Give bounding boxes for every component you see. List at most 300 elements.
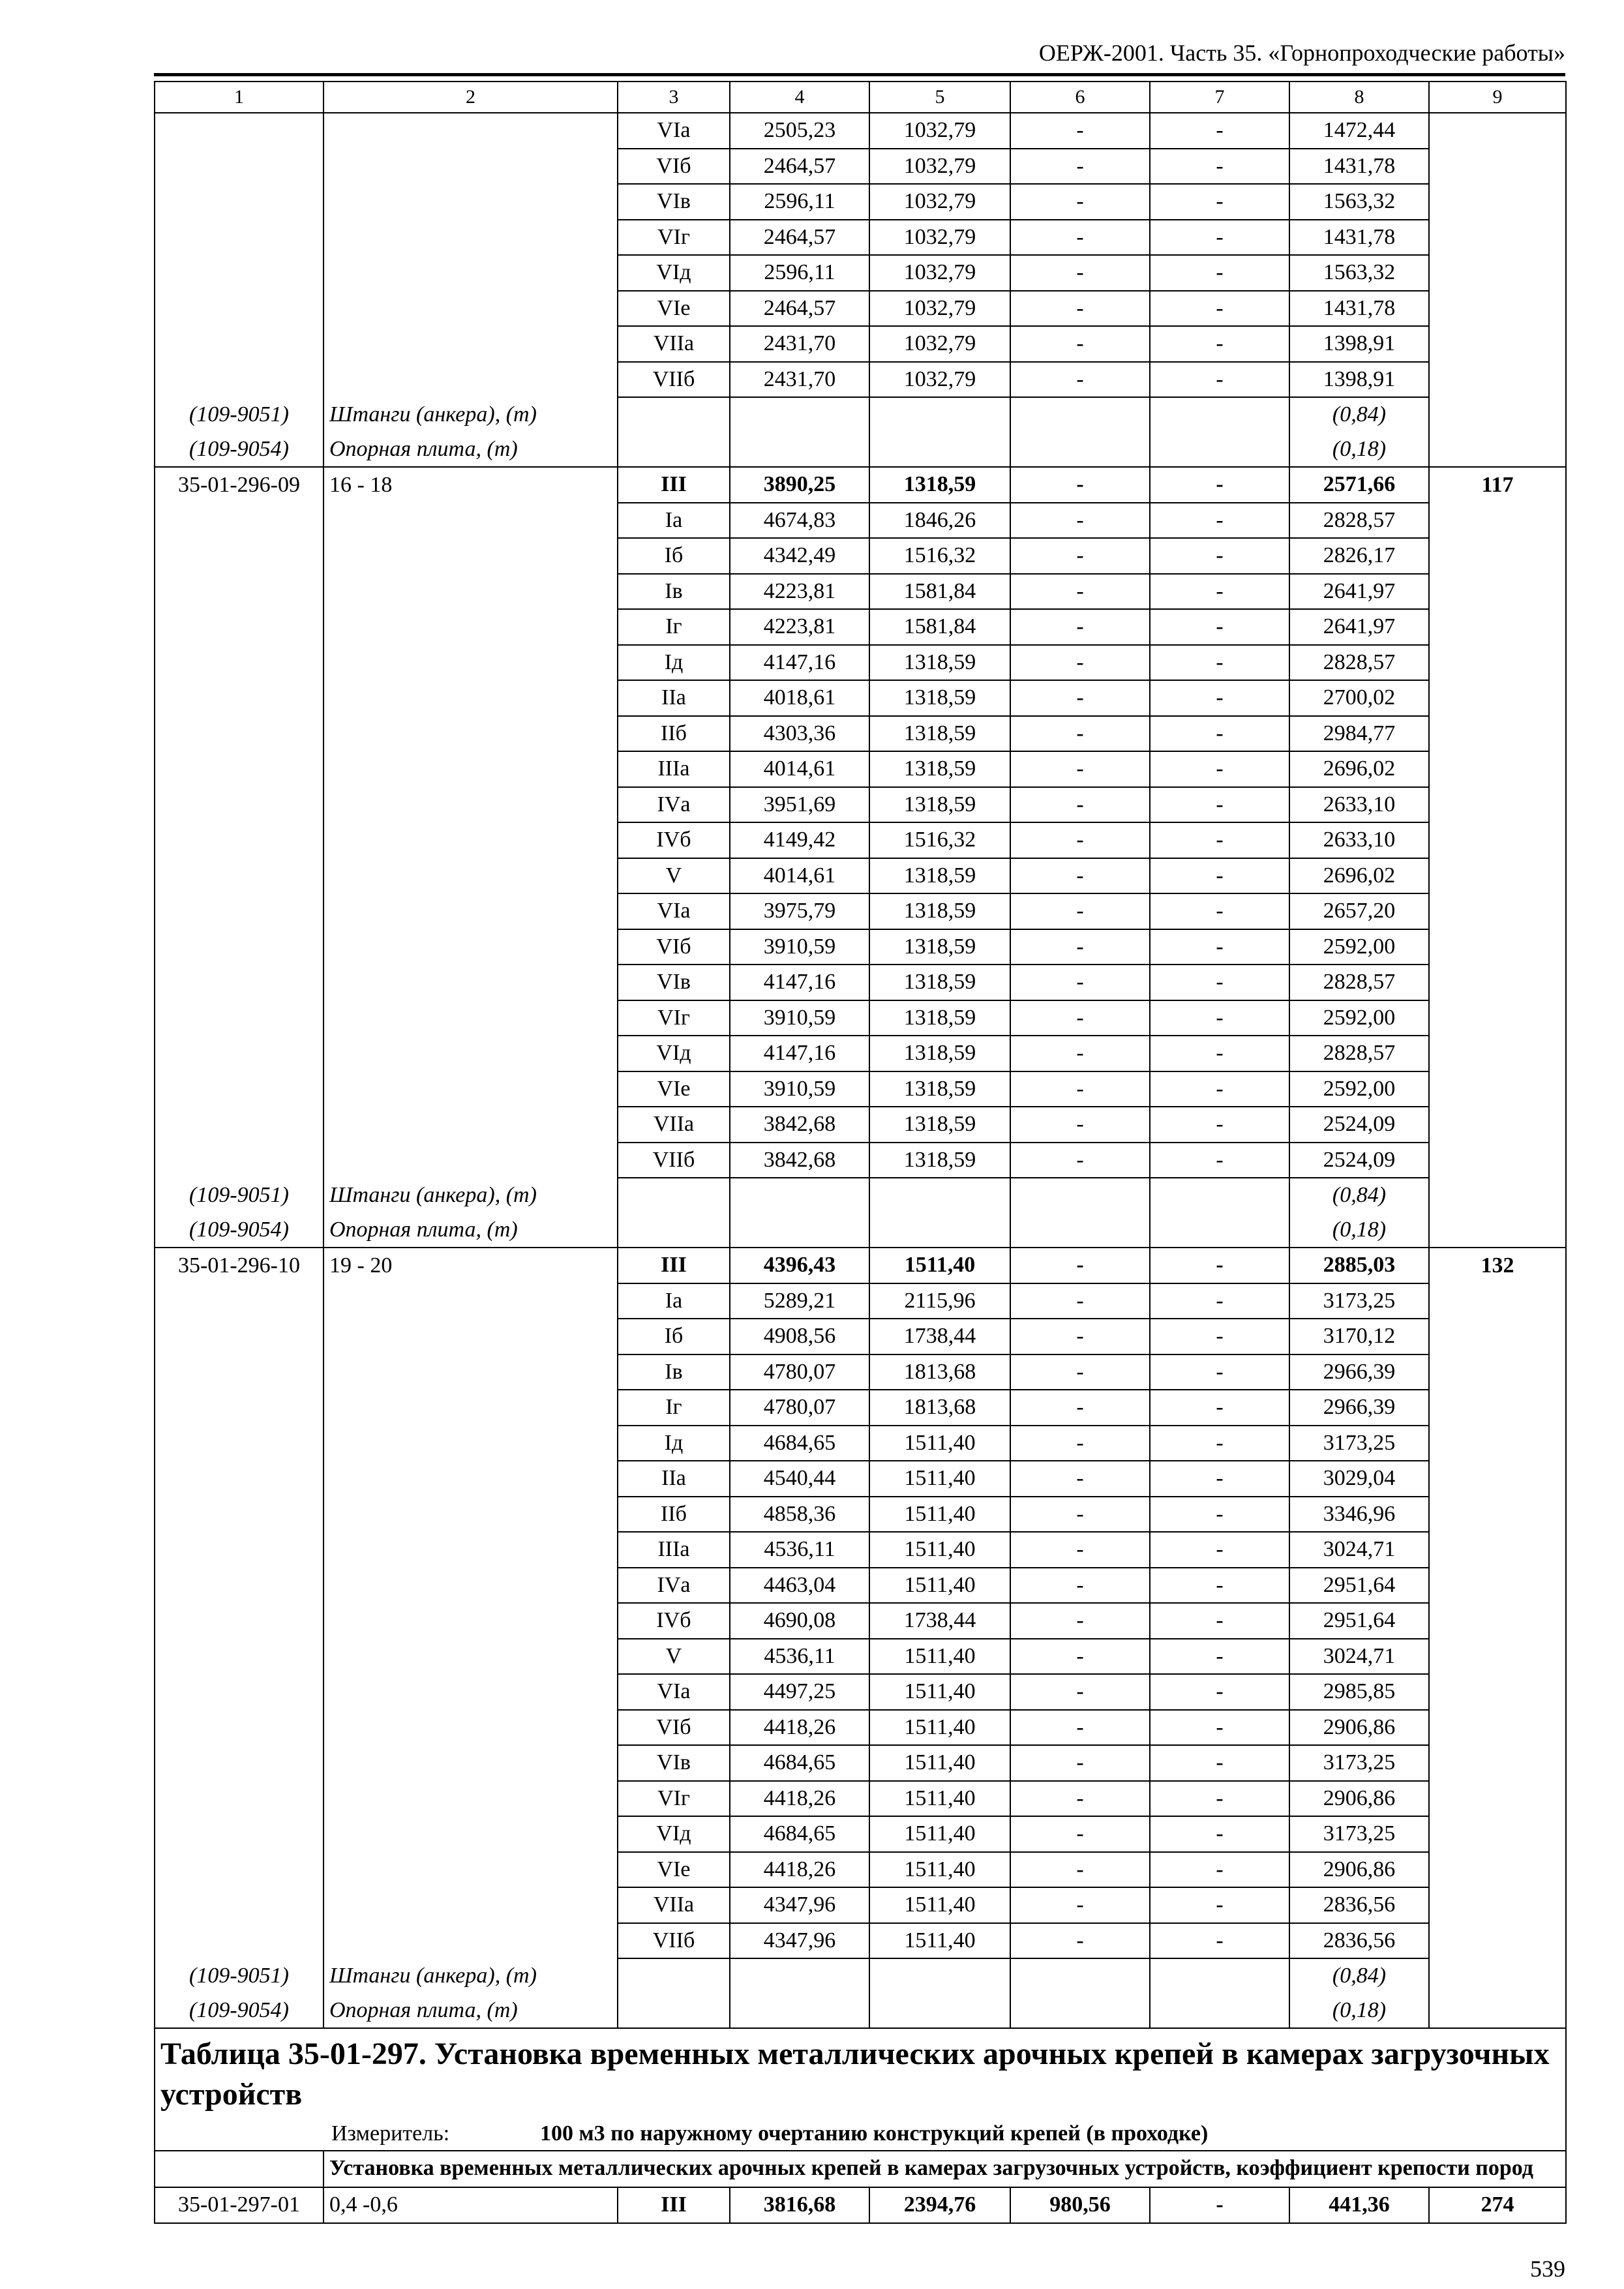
rock-category: VIб [618, 149, 730, 185]
table-row [155, 1710, 1566, 1746]
table-row [155, 467, 1566, 503]
machine-operation: - [1010, 467, 1150, 503]
table-row [155, 787, 1566, 823]
machine-operation: - [1010, 1745, 1150, 1781]
machine-operation: - [1010, 1781, 1150, 1817]
machine-operation: - [1010, 1923, 1150, 1959]
table-row [155, 1887, 1566, 1923]
hardness-range [323, 929, 618, 965]
labor-wages: 1511,40 [869, 1923, 1010, 1959]
materials-cost: 441,36 [1289, 2187, 1429, 2223]
machine-operation: - [1010, 893, 1150, 929]
rock-category: VIд [618, 1816, 730, 1852]
rate-code [155, 291, 323, 327]
direct-costs: 2431,70 [730, 326, 869, 362]
hardness-range [323, 1852, 618, 1888]
labor-hours [1429, 1568, 1566, 1604]
machine-operation: - [1010, 1461, 1150, 1497]
operator-wages: - [1150, 149, 1289, 185]
rate-code [155, 645, 323, 681]
direct-costs: 4858,36 [730, 1497, 869, 1533]
labor-hours [1429, 362, 1566, 398]
table-row [155, 1461, 1566, 1497]
operator-wages: - [1150, 503, 1289, 539]
column-number-row [155, 82, 1566, 113]
empty-cell [618, 397, 730, 432]
table-row [155, 822, 1566, 858]
resource-name: Штанги (анкера), (т) [323, 397, 618, 432]
rate-code [155, 1354, 323, 1390]
table-row [155, 149, 1566, 185]
direct-costs: 4418,26 [730, 1710, 869, 1746]
materials-cost: 2885,03 [1289, 1248, 1429, 1283]
materials-cost: 3170,12 [1289, 1319, 1429, 1354]
operator-wages: - [1150, 822, 1289, 858]
resource-note-row [155, 1213, 1566, 1248]
resource-code: (109-9051) [155, 397, 323, 432]
labor-wages: 1032,79 [869, 362, 1010, 398]
rock-category: VIе [618, 1852, 730, 1888]
machine-operation: - [1010, 326, 1150, 362]
machine-operation: - [1010, 1497, 1150, 1533]
direct-costs: 4418,26 [730, 1852, 869, 1888]
hardness-range [323, 1426, 618, 1461]
machine-operation: - [1010, 929, 1150, 965]
labor-hours [1429, 1390, 1566, 1426]
table-row [155, 1674, 1566, 1710]
operator-wages: - [1150, 1071, 1289, 1107]
hardness-range [323, 609, 618, 645]
labor-hours [1429, 716, 1566, 752]
materials-cost: 1431,78 [1289, 149, 1429, 185]
section-heading [323, 2151, 1566, 2187]
table-row [155, 1426, 1566, 1461]
machine-operation: - [1010, 255, 1150, 291]
machine-operation: - [1010, 220, 1150, 256]
labor-hours [1429, 1426, 1566, 1461]
table-row [155, 1107, 1566, 1143]
labor-wages: 1318,59 [869, 929, 1010, 965]
labor-wages: 1032,79 [869, 220, 1010, 256]
labor-hours [1429, 645, 1566, 681]
labor-hours [1429, 503, 1566, 539]
labor-hours [1429, 113, 1566, 149]
hardness-range: 16 - 18 [323, 467, 618, 503]
machine-operation: - [1010, 1852, 1150, 1888]
table-row [155, 1248, 1566, 1283]
direct-costs: 3975,79 [730, 893, 869, 929]
hardness-range [323, 787, 618, 823]
rock-category: VIIа [618, 1107, 730, 1143]
materials-cost: 2828,57 [1289, 503, 1429, 539]
direct-costs: 4014,61 [730, 751, 869, 787]
machine-operation: - [1010, 680, 1150, 716]
hardness-range [323, 751, 618, 787]
empty-cell [1150, 397, 1289, 432]
table-row [155, 184, 1566, 220]
labor-wages: 2394,76 [869, 2187, 1010, 2223]
empty-cell [869, 1178, 1010, 1213]
hardness-range [323, 1036, 618, 1071]
empty-cell [1429, 397, 1566, 432]
table-row [155, 326, 1566, 362]
materials-cost: 2524,09 [1289, 1107, 1429, 1143]
materials-cost: 1563,32 [1289, 255, 1429, 291]
operator-wages: - [1150, 1248, 1289, 1283]
column-number: 8 [1289, 82, 1429, 113]
machine-operation: - [1010, 1532, 1150, 1568]
empty-cell [618, 1213, 730, 1248]
direct-costs: 2464,57 [730, 149, 869, 185]
empty-cell [1429, 1994, 1566, 2029]
rate-code [155, 220, 323, 256]
materials-cost: 2966,39 [1289, 1390, 1429, 1426]
machine-operation: - [1010, 1107, 1150, 1143]
materials-cost: 3173,25 [1289, 1816, 1429, 1852]
rock-category: IIа [618, 680, 730, 716]
rock-category: VIб [618, 1710, 730, 1746]
rock-category: Iв [618, 1354, 730, 1390]
hardness-range [323, 1816, 618, 1852]
direct-costs: 4463,04 [730, 1568, 869, 1604]
hardness-range [323, 1532, 618, 1568]
table-row [155, 1781, 1566, 1817]
page-number: 539 [1530, 2256, 1565, 2282]
hardness-range [323, 1354, 618, 1390]
machine-operation: - [1010, 1426, 1150, 1461]
resource-note-row [155, 1958, 1566, 1994]
labor-hours [1429, 1603, 1566, 1639]
header-rule [154, 73, 1565, 76]
machine-operation: - [1010, 751, 1150, 787]
operator-wages: - [1150, 113, 1289, 149]
labor-hours [1429, 1319, 1566, 1354]
rock-category: VIв [618, 1745, 730, 1781]
labor-hours [1429, 965, 1566, 1000]
machine-operation: - [1010, 822, 1150, 858]
rock-category: V [618, 858, 730, 894]
materials-cost: 3029,04 [1289, 1461, 1429, 1497]
rock-category: Iа [618, 503, 730, 539]
empty-cell [618, 1958, 730, 1994]
column-number: 9 [1429, 82, 1566, 113]
direct-costs: 2505,23 [730, 113, 869, 149]
labor-wages: 1511,40 [869, 1745, 1010, 1781]
materials-cost: 2633,10 [1289, 822, 1429, 858]
materials-cost: 3173,25 [1289, 1426, 1429, 1461]
rate-code [155, 574, 323, 610]
rate-code [155, 716, 323, 752]
labor-wages: 1032,79 [869, 291, 1010, 327]
materials-cost: 1431,78 [1289, 220, 1429, 256]
direct-costs: 4396,43 [730, 1248, 869, 1283]
direct-costs: 4147,16 [730, 965, 869, 1000]
labor-wages: 1581,84 [869, 609, 1010, 645]
resource-code: (109-9054) [155, 432, 323, 468]
table-row [155, 538, 1566, 574]
materials-cost: 2966,39 [1289, 1354, 1429, 1390]
table-row [155, 965, 1566, 1000]
direct-costs: 4684,65 [730, 1745, 869, 1781]
labor-hours [1429, 893, 1566, 929]
labor-wages: 1318,59 [869, 751, 1010, 787]
empty-cell [869, 432, 1010, 468]
rate-code [155, 822, 323, 858]
hardness-range [323, 1107, 618, 1143]
labor-wages: 1318,59 [869, 787, 1010, 823]
direct-costs: 3816,68 [730, 2187, 869, 2223]
labor-wages: 1032,79 [869, 149, 1010, 185]
rate-code [155, 1461, 323, 1497]
rock-category: V [618, 1639, 730, 1675]
rate-code [155, 1710, 323, 1746]
machine-operation: - [1010, 1816, 1150, 1852]
hardness-range [323, 716, 618, 752]
empty-cell [1429, 1958, 1566, 1994]
labor-hours [1429, 1639, 1566, 1675]
operator-wages: - [1150, 1745, 1289, 1781]
resource-amount: (0,84) [1289, 1958, 1429, 1994]
machine-operation: - [1010, 1248, 1150, 1283]
direct-costs: 4147,16 [730, 645, 869, 681]
hardness-range [323, 1390, 618, 1426]
rock-category: IVб [618, 822, 730, 858]
rock-category: Iб [618, 538, 730, 574]
hardness-range [323, 1071, 618, 1107]
machine-operation: - [1010, 291, 1150, 327]
labor-hours [1429, 1710, 1566, 1746]
hardness-range [323, 362, 618, 398]
direct-costs: 2464,57 [730, 220, 869, 256]
table-row [155, 220, 1566, 256]
direct-costs: 3910,59 [730, 929, 869, 965]
labor-wages: 1511,40 [869, 1852, 1010, 1888]
labor-wages: 1738,44 [869, 1319, 1010, 1354]
labor-wages: 1511,40 [869, 1461, 1010, 1497]
operator-wages: - [1150, 609, 1289, 645]
labor-hours [1429, 751, 1566, 787]
labor-wages: 1318,59 [869, 1107, 1010, 1143]
rock-category: IVа [618, 1568, 730, 1604]
empty-cell [1150, 1994, 1289, 2029]
machine-operation: - [1010, 645, 1150, 681]
operator-wages: - [1150, 291, 1289, 327]
materials-cost: 2906,86 [1289, 1781, 1429, 1817]
operator-wages: - [1150, 1426, 1289, 1461]
labor-wages: 1318,59 [869, 858, 1010, 894]
empty-cell [618, 1178, 730, 1213]
labor-hours [1429, 255, 1566, 291]
empty-cell [1429, 1178, 1566, 1213]
rock-category: IIб [618, 1497, 730, 1533]
rock-category: Iг [618, 609, 730, 645]
direct-costs: 4497,25 [730, 1674, 869, 1710]
rock-category: VIIа [618, 326, 730, 362]
direct-costs: 4014,61 [730, 858, 869, 894]
rate-code [155, 1923, 323, 1959]
resource-name: Опорная плита, (т) [323, 1213, 618, 1248]
operator-wages: - [1150, 1603, 1289, 1639]
operator-wages: - [1150, 1497, 1289, 1533]
rate-code [155, 1781, 323, 1817]
rock-category: Iб [618, 1319, 730, 1354]
table-row [155, 751, 1566, 787]
rock-category: Iв [618, 574, 730, 610]
direct-costs: 4536,11 [730, 1532, 869, 1568]
empty-cell [730, 397, 869, 432]
direct-costs: 3951,69 [730, 787, 869, 823]
resource-name: Опорная плита, (т) [323, 432, 618, 468]
resource-code: (109-9054) [155, 1213, 323, 1248]
table-row [155, 1354, 1566, 1390]
section-text: Установка временных металлических арочных крепей в камерах загрузочных устройств, коэффициент крепости пород [329, 2156, 1533, 2180]
direct-costs: 2464,57 [730, 291, 869, 327]
operator-wages: - [1150, 893, 1289, 929]
labor-hours [1429, 1887, 1566, 1923]
document-header: ОЕРЖ-2001. Часть 35. «Горнопроходческие работы» [1038, 40, 1565, 66]
labor-hours [1429, 1143, 1566, 1178]
materials-cost: 2696,02 [1289, 751, 1429, 787]
labor-hours [1429, 326, 1566, 362]
labor-hours: 117 [1429, 467, 1566, 503]
operator-wages: - [1150, 645, 1289, 681]
hardness-range [323, 220, 618, 256]
hardness-range [323, 1603, 618, 1639]
rock-category: VIв [618, 965, 730, 1000]
direct-costs: 3842,68 [730, 1107, 869, 1143]
resource-note-row [155, 432, 1566, 468]
rock-category: Iд [618, 1426, 730, 1461]
table-row [155, 1000, 1566, 1036]
direct-costs: 4303,36 [730, 716, 869, 752]
empty-cell [1429, 1213, 1566, 1248]
materials-cost: 2524,09 [1289, 1143, 1429, 1178]
labor-hours [1429, 609, 1566, 645]
operator-wages: - [1150, 184, 1289, 220]
materials-cost: 2985,85 [1289, 1674, 1429, 1710]
resource-amount: (0,18) [1289, 1994, 1429, 2029]
labor-hours [1429, 1852, 1566, 1888]
machine-operation: - [1010, 503, 1150, 539]
rate-code [155, 1390, 323, 1426]
hardness-range [323, 326, 618, 362]
operator-wages: - [1150, 1816, 1289, 1852]
labor-wages: 1511,40 [869, 1426, 1010, 1461]
empty-cell [1010, 1178, 1150, 1213]
labor-hours [1429, 1354, 1566, 1390]
operator-wages: - [1150, 1354, 1289, 1390]
resource-amount: (0,18) [1289, 432, 1429, 468]
operator-wages: - [1150, 1568, 1289, 1604]
labor-hours [1429, 929, 1566, 965]
labor-hours [1429, 858, 1566, 894]
materials-cost: 2700,02 [1289, 680, 1429, 716]
materials-cost: 3346,96 [1289, 1497, 1429, 1533]
table-row [155, 1816, 1566, 1852]
labor-hours [1429, 1674, 1566, 1710]
rate-code [155, 893, 323, 929]
labor-hours [1429, 1816, 1566, 1852]
table-row [155, 1036, 1566, 1071]
resource-name: Опорная плита, (т) [323, 1994, 618, 2029]
direct-costs: 3842,68 [730, 1143, 869, 1178]
rate-code: 35-01-297-01 [155, 2187, 323, 2223]
rate-code [155, 362, 323, 398]
rock-category: IIб [618, 716, 730, 752]
empty-cell [1429, 432, 1566, 468]
hardness-range [323, 680, 618, 716]
labor-wages: 1318,59 [869, 716, 1010, 752]
operator-wages: - [1150, 751, 1289, 787]
empty-cell [1010, 1213, 1150, 1248]
rate-code [155, 1107, 323, 1143]
column-number: 3 [618, 82, 730, 113]
labor-wages: 1511,40 [869, 1674, 1010, 1710]
direct-costs: 4418,26 [730, 1781, 869, 1817]
table-title: Таблица 35-01-297. Установка временных металлических арочных крепей в камерах загрузочных устройств [160, 2037, 1550, 2112]
hardness-range [323, 1143, 618, 1178]
table-row [155, 1319, 1566, 1354]
operator-wages: - [1150, 220, 1289, 256]
labor-wages: 1511,40 [869, 1781, 1010, 1817]
materials-cost: 1398,91 [1289, 362, 1429, 398]
empty-cell [1150, 1213, 1289, 1248]
labor-wages: 2115,96 [869, 1283, 1010, 1319]
labor-hours [1429, 822, 1566, 858]
table-caption [155, 2028, 1566, 2151]
materials-cost: 3024,71 [1289, 1532, 1429, 1568]
hardness-range [323, 1710, 618, 1746]
hardness-range [323, 1781, 618, 1817]
materials-cost: 2826,17 [1289, 538, 1429, 574]
machine-operation: - [1010, 538, 1150, 574]
empty-cell [155, 2151, 323, 2187]
labor-wages: 1318,59 [869, 645, 1010, 681]
rate-code [155, 1745, 323, 1781]
rates-table [154, 81, 1567, 2224]
table-row [155, 1923, 1566, 1959]
labor-hours [1429, 220, 1566, 256]
operator-wages: - [1150, 1319, 1289, 1354]
rate-code [155, 1000, 323, 1036]
labor-hours [1429, 1036, 1566, 1071]
rock-category: Iд [618, 645, 730, 681]
rate-code: 35-01-296-09 [155, 467, 323, 503]
empty-cell [618, 432, 730, 468]
resource-amount: (0,84) [1289, 1178, 1429, 1213]
operator-wages: - [1150, 1852, 1289, 1888]
column-number: 6 [1010, 82, 1150, 113]
direct-costs: 4347,96 [730, 1887, 869, 1923]
direct-costs: 5289,21 [730, 1283, 869, 1319]
measure-value: 100 м3 по наружному очертанию конструкций крепей (в проходке) [540, 2121, 1209, 2146]
measure-label: Измеритель: [331, 2121, 450, 2146]
hardness-range [323, 1674, 618, 1710]
table-row [155, 1568, 1566, 1604]
operator-wages: - [1150, 255, 1289, 291]
labor-wages: 1318,59 [869, 893, 1010, 929]
labor-hours [1429, 1497, 1566, 1533]
materials-cost: 2828,57 [1289, 1036, 1429, 1071]
labor-wages: 1318,59 [869, 965, 1010, 1000]
labor-hours [1429, 1745, 1566, 1781]
hardness-range [323, 1461, 618, 1497]
resource-amount: (0,18) [1289, 1213, 1429, 1248]
resource-note-row [155, 397, 1566, 432]
machine-operation: - [1010, 184, 1150, 220]
column-number: 1 [155, 82, 323, 113]
rate-code [155, 255, 323, 291]
